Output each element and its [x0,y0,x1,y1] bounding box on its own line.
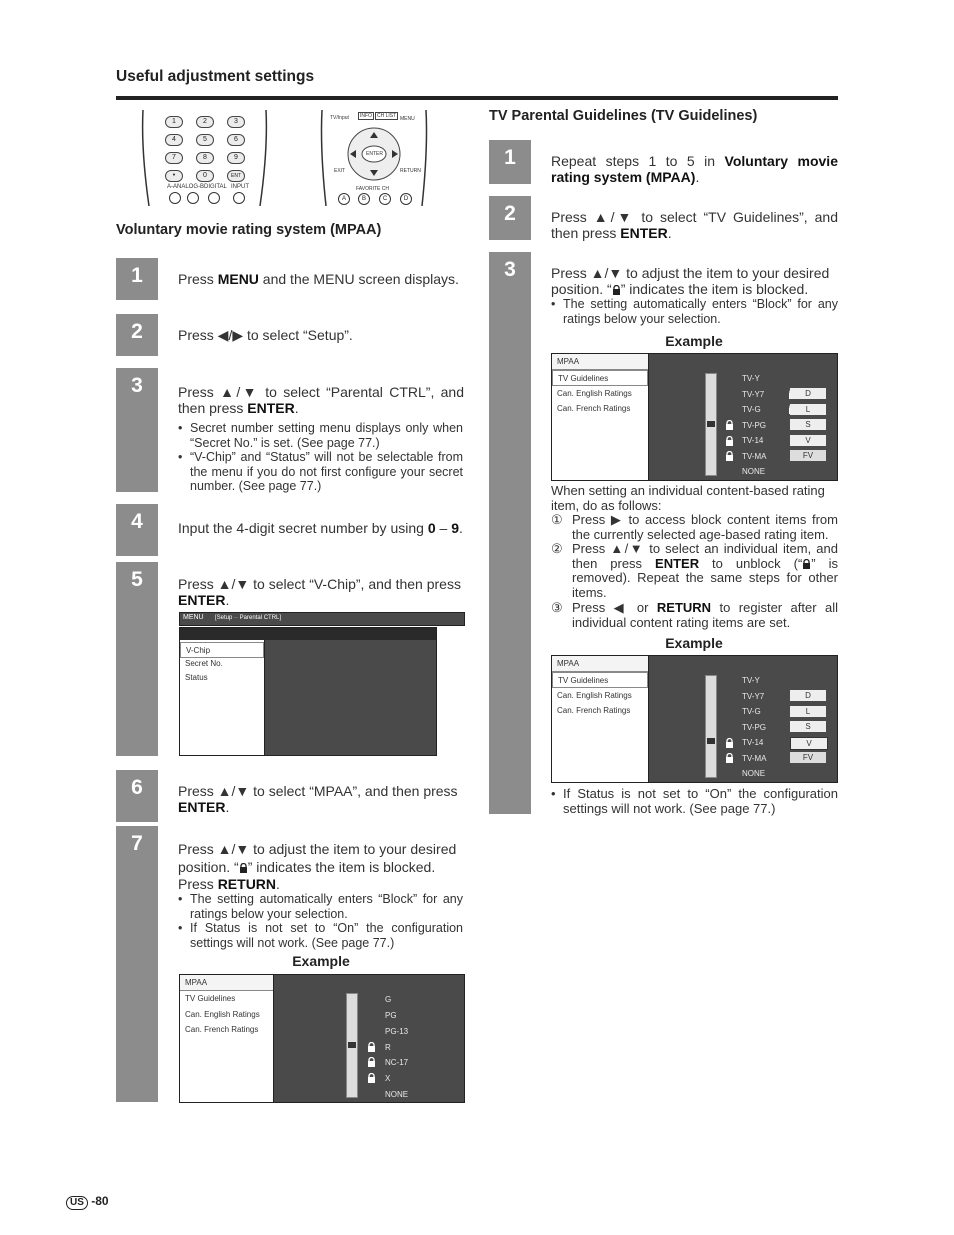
step-number: 1 [504,146,516,169]
rating-none: NONE [742,769,766,778]
menu-item-can-french[interactable]: Can. French Ratings [185,1025,259,1034]
menu-item-tv-guidelines[interactable]: TV Guidelines [552,370,648,386]
rating-tv-g: TV-G [742,707,761,716]
rating-tv-g: TV-G [742,405,761,414]
info-button: INFO [360,113,372,119]
menu-item-can-english[interactable]: Can. English Ratings [185,1010,260,1019]
lock-icon [725,436,734,446]
key-8: 8 [196,152,214,164]
example-label-tv-1: Example [665,333,723,349]
fav-d-button: D [400,193,412,205]
vchip-menu-screen [179,627,437,756]
rating-tv-pg: TV-PG [742,723,767,732]
key-1: 1 [165,116,183,128]
step-number: 7 [131,832,143,855]
content-d[interactable]: D [790,690,826,701]
content-v[interactable]: V [790,435,826,446]
rating-slider[interactable] [346,993,358,1098]
rating-tv-ma: TV-MA [742,452,767,461]
key-2: 2 [196,116,214,128]
rating-tv-y: TV-Y [742,374,760,383]
menu-item-secret-no[interactable]: Secret No. [185,659,223,668]
menu-item-vchip[interactable]: V-Chip [180,642,264,658]
enter-label: ENTER [366,151,383,157]
key-9: 9 [227,152,245,164]
rating-tv-pg: TV-PG [742,421,767,430]
label-digital: DIGITAL [204,184,227,190]
rating-tv-y: TV-Y [742,676,760,685]
remote-navigation-illustration [320,110,428,206]
exit-label: EXIT [334,168,346,174]
fav-b-button: B [358,193,370,205]
slider-thumb[interactable] [707,421,715,427]
content-d[interactable]: D [790,388,826,399]
tv-guidelines-example-screen-2 [551,655,838,783]
key-0: 0 [196,170,214,182]
step-7-bar [116,826,158,1102]
step-1-text: Press MENU and the MENU screen displays. [178,271,459,287]
step-2-text: Press ◀/▶ to select “Setup”. [178,327,353,343]
lock-icon [367,1042,376,1052]
rating-pg: PG [385,1011,397,1020]
right-step-3-text: Press ▲/▼ to adjust the item to your desired position. “ ” indicates the item is blocked. [551,265,830,297]
step-3-bar [116,368,158,492]
rating-tv-y7: TV-Y7 [742,390,765,399]
region-badge: US [66,1196,88,1210]
label-analog: A-ANALOG-B [167,184,205,190]
example-label-tv-2: Example [665,635,723,651]
step-number: 6 [131,776,143,799]
right-step-1-text: Repeat steps 1 to 5 in Voluntary movie rating system (MPAA). [551,153,838,185]
step-number: 2 [131,320,143,343]
favorite-label: FAVORITE CH [356,186,389,192]
top-divider [116,96,838,100]
analog-b-button [187,192,199,204]
mpaa-section-title: Voluntary movie rating system (MPAA) [116,222,382,238]
key-ent: ENT [227,170,245,182]
menu-item-can-french[interactable]: Can. French Ratings [557,404,631,413]
lock-icon [725,451,734,461]
rating-pg13: PG-13 [385,1027,409,1036]
individual-intro: When setting an individual content-based rating item, do as follows: [551,483,825,513]
right-step-2-bar [489,196,531,240]
step-4-bar [116,504,158,556]
step-number: 4 [131,510,143,533]
step-6-bar [116,770,158,822]
digital-button [208,192,220,204]
slider-thumb[interactable] [348,1042,356,1048]
rating-tv-ma: TV-MA [742,754,767,763]
rating-x: X [385,1074,391,1083]
menu-header-label: MENU [183,614,204,621]
content-s[interactable]: S [790,419,826,430]
rating-nc17: NC-17 [385,1058,409,1067]
content-fv[interactable]: FV [790,752,826,763]
key-7: 7 [165,152,183,164]
step-7-bullet-1: • The setting automatically enters “Block” for any ratings below your selection. [178,892,463,921]
return-label: RETURN [400,168,421,174]
analog-a-button [169,192,181,204]
menu-header-bar [179,612,465,626]
input-button [233,192,245,204]
key-6: 6 [227,134,245,146]
step-3-text: Press ▲/▼ to select “Parental CTRL”, and then press ENTER. [178,384,464,416]
step-number: 5 [131,568,143,591]
lock-icon [239,863,248,873]
right-step-3-bullet: • The setting automatically enters “Block” for any ratings below your selection. [551,297,838,326]
step-5-text: Press ▲/▼ to select “V-Chip”, and then press ENTER. [178,576,461,608]
step-7-text: Press ▲/▼ to adjust the item to your desired position. “ ” indicates the item is blocked. Press RETURN. [178,841,457,892]
step-5-bar [116,562,158,756]
content-v[interactable]: V [790,737,828,750]
individual-step-3: ③ Press ◀ or RETURN to register after all individual content rating items are set. [551,600,839,630]
rating-tv-14: TV-14 [742,436,764,445]
step-3-bullet-1: • Secret number setting menu displays only when “Secret No.” is set. (See page 77.) [178,421,463,450]
lock-icon [802,559,811,569]
menu-item-can-english[interactable]: Can. English Ratings [557,691,632,700]
remote-keypad-illustration [141,110,268,206]
individual-step-1: ① Press ▶ to access block content items from the currently selected age-based rating item. [551,512,838,542]
rating-g: G [385,995,392,1004]
key-3: 3 [227,116,245,128]
content-fv[interactable]: FV [790,450,826,461]
lock-icon [367,1057,376,1067]
fav-c-button: C [379,193,391,205]
fav-a-button: A [338,193,350,205]
rating-tv-y7: TV-Y7 [742,692,765,701]
step-6-text: Press ▲/▼ to select “MPAA”, and then press ENTER. [178,783,458,815]
right-step-1-bar [489,140,531,184]
menu-item-status[interactable]: Status [185,673,208,682]
rating-r: R [385,1043,391,1052]
lock-icon [612,285,621,295]
ch-list-button: CH LIST [377,113,397,119]
step-2-bar [116,314,158,356]
rating-none: NONE [742,467,766,476]
menu-item-mpaa[interactable]: MPAA [180,975,273,991]
content-l[interactable]: L [790,404,826,415]
key-4: 4 [165,134,183,146]
step-1-bar [116,258,158,300]
mpaa-example-screen [179,974,465,1103]
tv-guidelines-example-screen-1 [551,353,838,481]
menu-item-mpaa[interactable]: MPAA [552,354,648,370]
step-7-bullet-2: • If Status is not set to “On” the configuration settings will not work. (See page 77.) [178,921,463,950]
menu-item-tv-guidelines[interactable]: TV Guidelines [185,994,236,1003]
rating-slider[interactable] [705,373,717,476]
page-number: US -80 [66,1194,109,1210]
menu-label: MENU [400,116,415,122]
lock-icon [725,753,734,763]
step-number: 2 [504,202,516,225]
step-3-bullet-2: • “V-Chip” and “Status” will not be selectable from the menu if you do not first configure your secret number. (See page 77.) [178,450,463,493]
step-number: 1 [131,264,143,287]
menu-breadcrumb: [Setup ·· Parental CTRL] [215,615,282,621]
final-bullet: • If Status is not set to “On” the configuration settings will not work. (See page 77.) [551,786,838,816]
right-step-3-bar [489,252,531,814]
label-input: INPUT [231,184,249,190]
key-5: 5 [196,134,214,146]
example-label-mpaa: Example [292,953,350,969]
content-s[interactable]: S [790,721,826,732]
menu-item-can-english[interactable]: Can. English Ratings [557,389,632,398]
section-title: Useful adjustment settings [116,68,315,85]
rating-slider[interactable] [705,675,717,778]
lock-icon [367,1073,376,1083]
rating-tv-14: TV-14 [742,738,764,747]
menu-item-can-french[interactable]: Can. French Ratings [557,706,631,715]
slider-thumb[interactable] [707,738,715,744]
step-number: 3 [131,374,143,397]
individual-step-2: ② Press ▲/▼ to select an individual item, and then press ENTER to unblock (“ ” is removed). Repeat the same steps for other items. [551,541,838,600]
rating-none: NONE [385,1090,409,1099]
key-dot: • [165,170,183,182]
tv-guidelines-section-title: TV Parental Guidelines (TV Guidelines) [489,108,758,124]
step-4-text: Input the 4-digit secret number by using 0 – 9. [178,520,463,536]
lock-icon [725,738,734,748]
step-number: 3 [504,258,516,281]
lock-icon [725,420,734,430]
menu-item-tv-guidelines[interactable]: TV Guidelines [552,672,648,688]
menu-item-mpaa[interactable]: MPAA [552,656,648,672]
label-tv-input: TV/Input [330,115,349,121]
content-l[interactable]: L [790,706,826,717]
right-step-2-text: Press ▲/▼ to select “TV Guidelines”, and then press ENTER. [551,209,838,241]
